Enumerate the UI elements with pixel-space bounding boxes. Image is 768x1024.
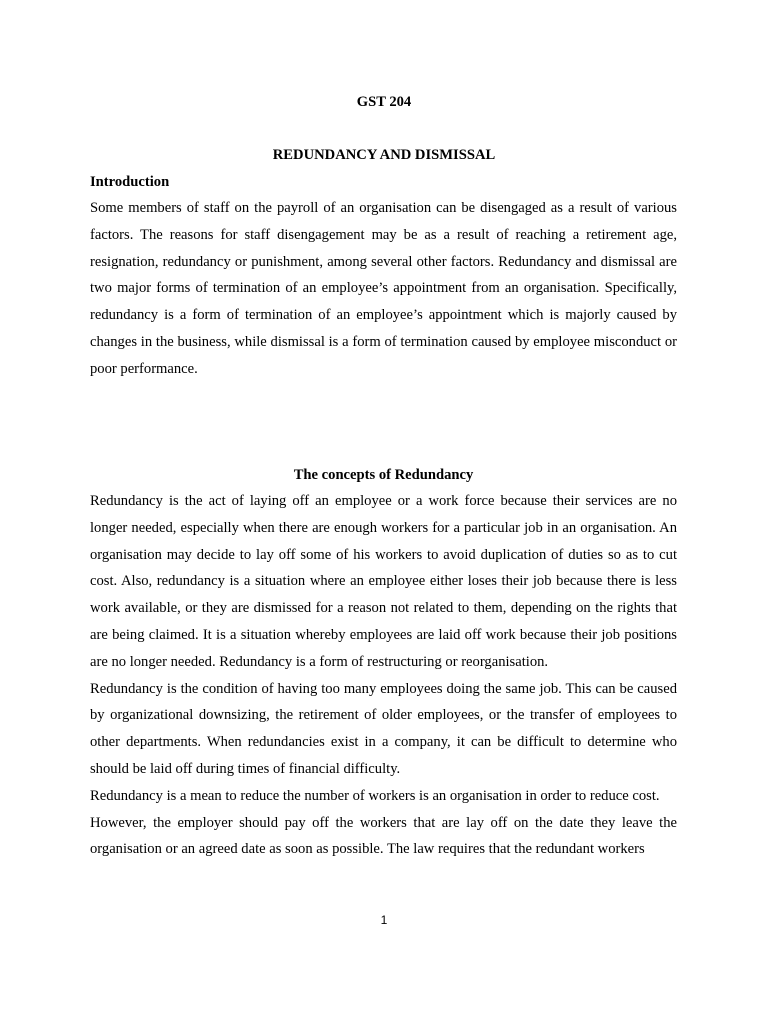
introduction-body xyxy=(90,195,677,383)
concepts-paragraph: Redundancy is the condition of having too many employees doing the same job. This can be caused by organizational downsizing, the retirement of older employees, or the transfer of employees to other departments. When redundancies exist in a company, it can be difficult to determine who should be laid off during times of financial difficulty. xyxy=(90,680,677,777)
page-number: 1 xyxy=(380,913,388,927)
introduction-heading: Introduction xyxy=(90,174,170,190)
concepts-paragraph: Redundancy is a mean to reduce the number of workers is an organisation in order to reduce cost. xyxy=(90,787,660,804)
concepts-heading: The concepts of Redundancy xyxy=(293,467,474,483)
concepts-paragraph: Redundancy is the act of laying off an employee or a work force because their services are no longer needed, especially when there are enough workers for a particular job in an organisation. An organisation may decide to lay off some of his workers to avoid duplication of duties so as to cut cost. Also, redundancy is a situation where an employee either loses their job because there is less work available, or they are dismissed for a reason not related to them, depending on the rights that are being claimed. It is a situation whereby employees are laid off work because their job positions are no longer needed. Redundancy is a form of restructuring or reorganisation. xyxy=(90,493,677,670)
concepts-body xyxy=(90,488,677,863)
concepts-paragraph: However, the employer should pay off the workers that are lay off on the date they leave the organisation or an agreed date as soon as possible. The law requires that the redundant workers xyxy=(90,814,677,858)
document-title: REDUNDANCY AND DISMISSAL xyxy=(272,147,496,163)
course-code: GST 204 xyxy=(356,94,412,110)
introduction-paragraph: Some members of staff on the payroll of an organisation can be disengaged as a result of various factors. The reasons for staff disengagement may be as a result of reaching a retirement age, resignation, redundancy or punishment, among several other factors. Redundancy and dismissal are two major forms of termination of an employee’s appointment from an organisation. Specifically, redundancy is a form of termination of an employee’s appointment which is majorly caused by changes in the business, while dismissal is a form of termination caused by employee misconduct or poor performance. xyxy=(90,200,677,377)
